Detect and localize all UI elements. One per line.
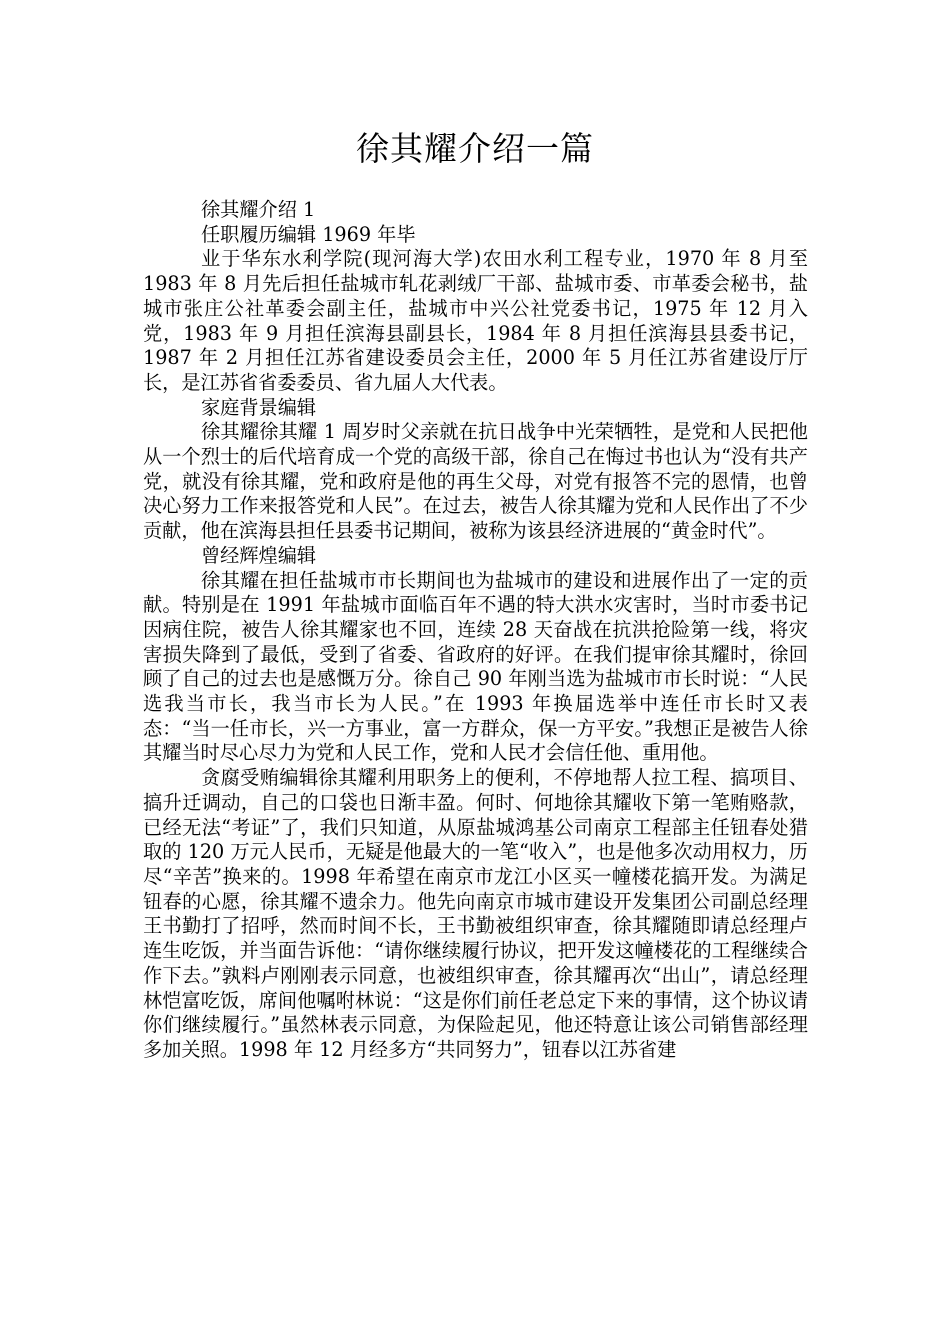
paragraph-corruption: 贪腐受贿编辑徐其耀利用职务上的便利，不停地帮人拉工程、搞项目、搞升迁调动，自己的口袋也日渐丰盈。何时、何地徐其耀收下第一笔贿赂款，已经无法“考证”了，我们只知道，从原盐城鸿基公司南京工程部主任钮春处猎取的 120 万元人民币，无疑是他最大的一笔“收入”，也是他多次动用权力，历尽“辛苦”换来的。1998 年希望在南京市龙江小区买一幢楼花搞开发。为满足钮春的心愿，徐其耀不遗余力。他先向南京市城市建设开发集团公司副总经理王书勤打了招呼，然而时间不长，王书勤被组织审查，徐其耀随即请总经理卢连生吃饭，并当面告诉他：“请你继续履行协议，把开发这幢楼花的工程继续合作下去。”孰料卢刚刚表示同意，也被组织审查，徐其耀再次“出山”，请总经理林恺富吃饭，席间他嘱咐林说：“这是你们前任老总定下来的事情，这个协议请你们继续履行。”虽然林表示同意，为保险起见，他还特意让该公司销售部经理多加关照。1998 年 12 月经多方“共同努力”，钮春以江苏省建 <box>143 766 808 1061</box>
section-heading-achievements: 曾经辉煌编辑 <box>201 543 317 567</box>
document-title: 徐其耀介绍一篇 <box>356 129 594 168</box>
document-body <box>143 198 808 1063</box>
section-heading-career: 任职履历编辑 1969 年毕 <box>201 222 416 246</box>
paragraph-family: 徐其耀徐其耀 1 周岁时父亲就在抗日战争中光荣牺牲，是党和人民把他从一个烈士的后代培育成一个党的高级干部，徐自己在悔过书也认为“没有共产党，就没有徐其耀，党和政府是他的再生父母，对党有报答不完的恩情，也曾决心努力工作来报答党和人民”。在过去，被告人徐其耀为党和人民作出了不少贡献，他在滨海县担任县委书记期间，被称为该县经济进展的“黄金时代”。 <box>143 420 808 543</box>
paragraph-career: 业于华东水利学院(现河海大学)农田水利工程专业，1970 年 8 月至 1983 年 8 月先后担任盐城市轧花剥绒厂干部、盐城市委、市革委会秘书，盐城市张庄公社革委会副主任，盐城市中兴公社党委书记，1975 年 12 月入党，1983 年 9 月担任滨海县副县长，1984 年 8 月担任滨海县县委书记，1987 年 2 月担任江苏省建设委员会主任，2000 年 5 月任江苏省建设厅厅长，是江苏省省委委员、省九届人大代表。 <box>143 247 808 394</box>
paragraph-achievements: 徐其耀在担任盐城市市长期间也为盐城市的建设和进展作出了一定的贡献。特别是在 1991 年盐城市面临百年不遇的特大洪水灾害时，当时市委书记因病住院，被告人徐其耀家也不回，连续 28 天奋战在抗洪抢险第一线，将灾害损失降到了最低，受到了省委、省政府的好评。在我们提审徐其耀时，徐回顾了自己的过去也是感慨万分。徐自己 90 年刚当选为盐城市市长时说：“人民选我当市长，我当市长为人民。”在 1993 年换届选举中连任市长时又表态：“当一任市长，兴一方事业，富一方群众，保一方平安。”我想正是被告人徐其耀当时尽心尽力为党和人民工作，党和人民才会信任他、重用他。 <box>143 568 808 765</box>
section-heading-intro: 徐其耀介绍 1 <box>201 198 316 221</box>
section-heading-family: 家庭背景编辑 <box>201 395 317 419</box>
